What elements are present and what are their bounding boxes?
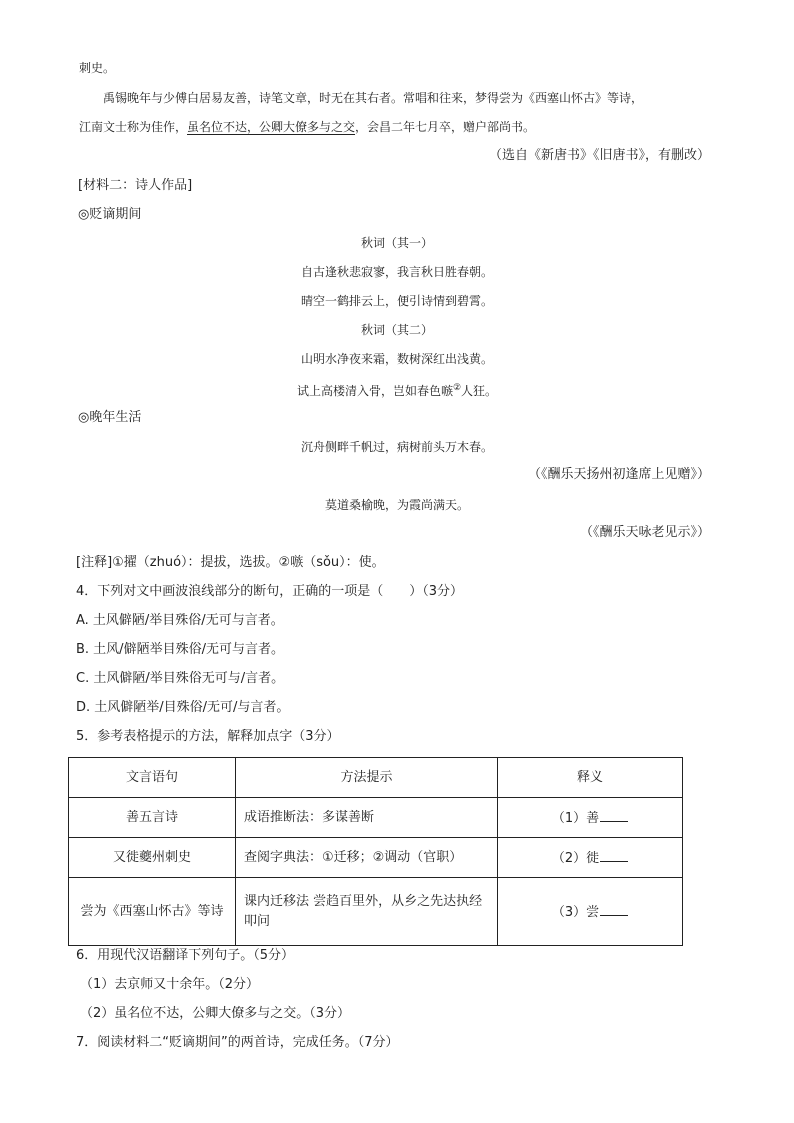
table-cell: 尝为《西塞山怀古》等诗 xyxy=(69,878,236,946)
poem1-line2: 晴空一鹤排云上，便引诗情到碧霄。 xyxy=(300,294,493,308)
table-row xyxy=(69,798,683,838)
late-poem1: 沉舟侧畔千帆过，病树前头万木春。 xyxy=(300,440,493,454)
q6-sentence-1: （1）去京师又十余年。（2分） xyxy=(80,977,260,992)
notes: [注释]①擢（zhuó）：提拔，选拔。②嗾（sǒu）：使。 xyxy=(76,555,385,570)
q4-option-c: C. 土风僻陋/举目殊俗无可与/言者。 xyxy=(76,671,285,686)
table-cell: 成语推断法：多谋善断 xyxy=(236,798,498,838)
q4-option-b: B. 土风/僻陋举目殊俗/无可与言者。 xyxy=(76,642,284,657)
answer-cell xyxy=(498,838,683,878)
q5-stem: 5．参考表格提示的方法，解释加点字（3分） xyxy=(76,729,340,744)
table-row xyxy=(69,878,683,946)
answer-blank[interactable] xyxy=(600,807,628,822)
material2-heading: [材料二：诗人作品] xyxy=(78,178,193,193)
table-row xyxy=(69,838,683,878)
poem1-line1: 自古逢秋悲寂寥，我言秋日胜春朝。 xyxy=(300,265,493,279)
section-late-life: ◎晚年生活 xyxy=(78,410,142,425)
intro-source: （选自《新唐书》《旧唐书》，有删改） xyxy=(488,148,710,163)
intro-line-2a: 江南文士称为佳作， xyxy=(79,120,188,134)
intro-line-2c: ，会昌二年七月卒，赠户部尚书。 xyxy=(355,120,536,134)
table-header: 文言语句 xyxy=(69,758,236,798)
late-poem2: 莫道桑榆晚，为霞尚满天。 xyxy=(324,498,469,512)
table-cell: 查阅字典法：①迁移；②调动（官职） xyxy=(236,838,498,878)
intro-line-1: 禹锡晚年与少傅白居易友善，诗笔文章，时无在其右者。常唱和往来，梦得尝为《西塞山怀古》等诗， xyxy=(103,91,644,105)
underlined-sentence: 虽名位不达，公卿大僚多与之交 xyxy=(187,120,356,134)
table-header: 方法提示 xyxy=(236,758,498,798)
poem2-line2a: 试上高楼清入骨，岂如春色嗾 xyxy=(296,384,453,398)
poem1-title: 秋词（其一） xyxy=(360,236,433,250)
table-header-row xyxy=(69,758,683,798)
answer-blank[interactable] xyxy=(600,901,628,916)
intro-line-2 xyxy=(79,117,535,137)
answer-blank[interactable] xyxy=(600,847,628,862)
q4-option-d: D. 土风僻陋举/目殊俗/无可/与言者。 xyxy=(76,700,290,715)
poem2-title: 秋词（其二） xyxy=(360,323,433,337)
q7-stem: 7．阅读材料二“贬谪期间”的两首诗，完成任务。（7分） xyxy=(76,1035,399,1050)
q4-stem: 4．下列对文中画波浪线部分的断句，正确的一项是（ ）（3分） xyxy=(76,584,464,599)
q6-stem: 6．用现代汉语翻译下列句子。（5分） xyxy=(76,948,295,963)
answer-label: （1）善 xyxy=(551,810,600,826)
poem2-line2b: 人狂。 xyxy=(461,384,498,398)
poem2-line2 xyxy=(0,378,794,401)
answer-label: （3）尝 xyxy=(551,904,600,920)
answer-cell xyxy=(498,878,683,946)
answer-cell xyxy=(498,798,683,838)
section-exile: ◎贬谪期间 xyxy=(78,207,142,222)
late-poem2-source: （《酬乐天咏老见示》） xyxy=(579,525,710,540)
intro-line-0: 刺史。 xyxy=(79,61,116,75)
answer-label: （2）徙 xyxy=(551,850,600,866)
footnote-mark: ② xyxy=(452,383,462,393)
table-cell: 善五言诗 xyxy=(69,798,236,838)
table-header: 释义 xyxy=(498,758,683,798)
q4-option-a: A. 土风僻陋/举目殊俗/无可与言者。 xyxy=(76,613,284,628)
table-cell: 又徙夔州刺史 xyxy=(69,838,236,878)
poem2-line1: 山明水净夜来霜，数树深红出浅黄。 xyxy=(300,352,493,366)
late-poem1-source: （《酬乐天扬州初逢席上见赠》） xyxy=(527,467,710,482)
method-table xyxy=(68,757,683,946)
table-cell: 课内迁移法 尝趋百里外，从乡之先达执经叩问 xyxy=(236,878,498,946)
q6-sentence-2: （2）虽名位不达，公卿大僚多与之交。（3分） xyxy=(80,1006,351,1021)
